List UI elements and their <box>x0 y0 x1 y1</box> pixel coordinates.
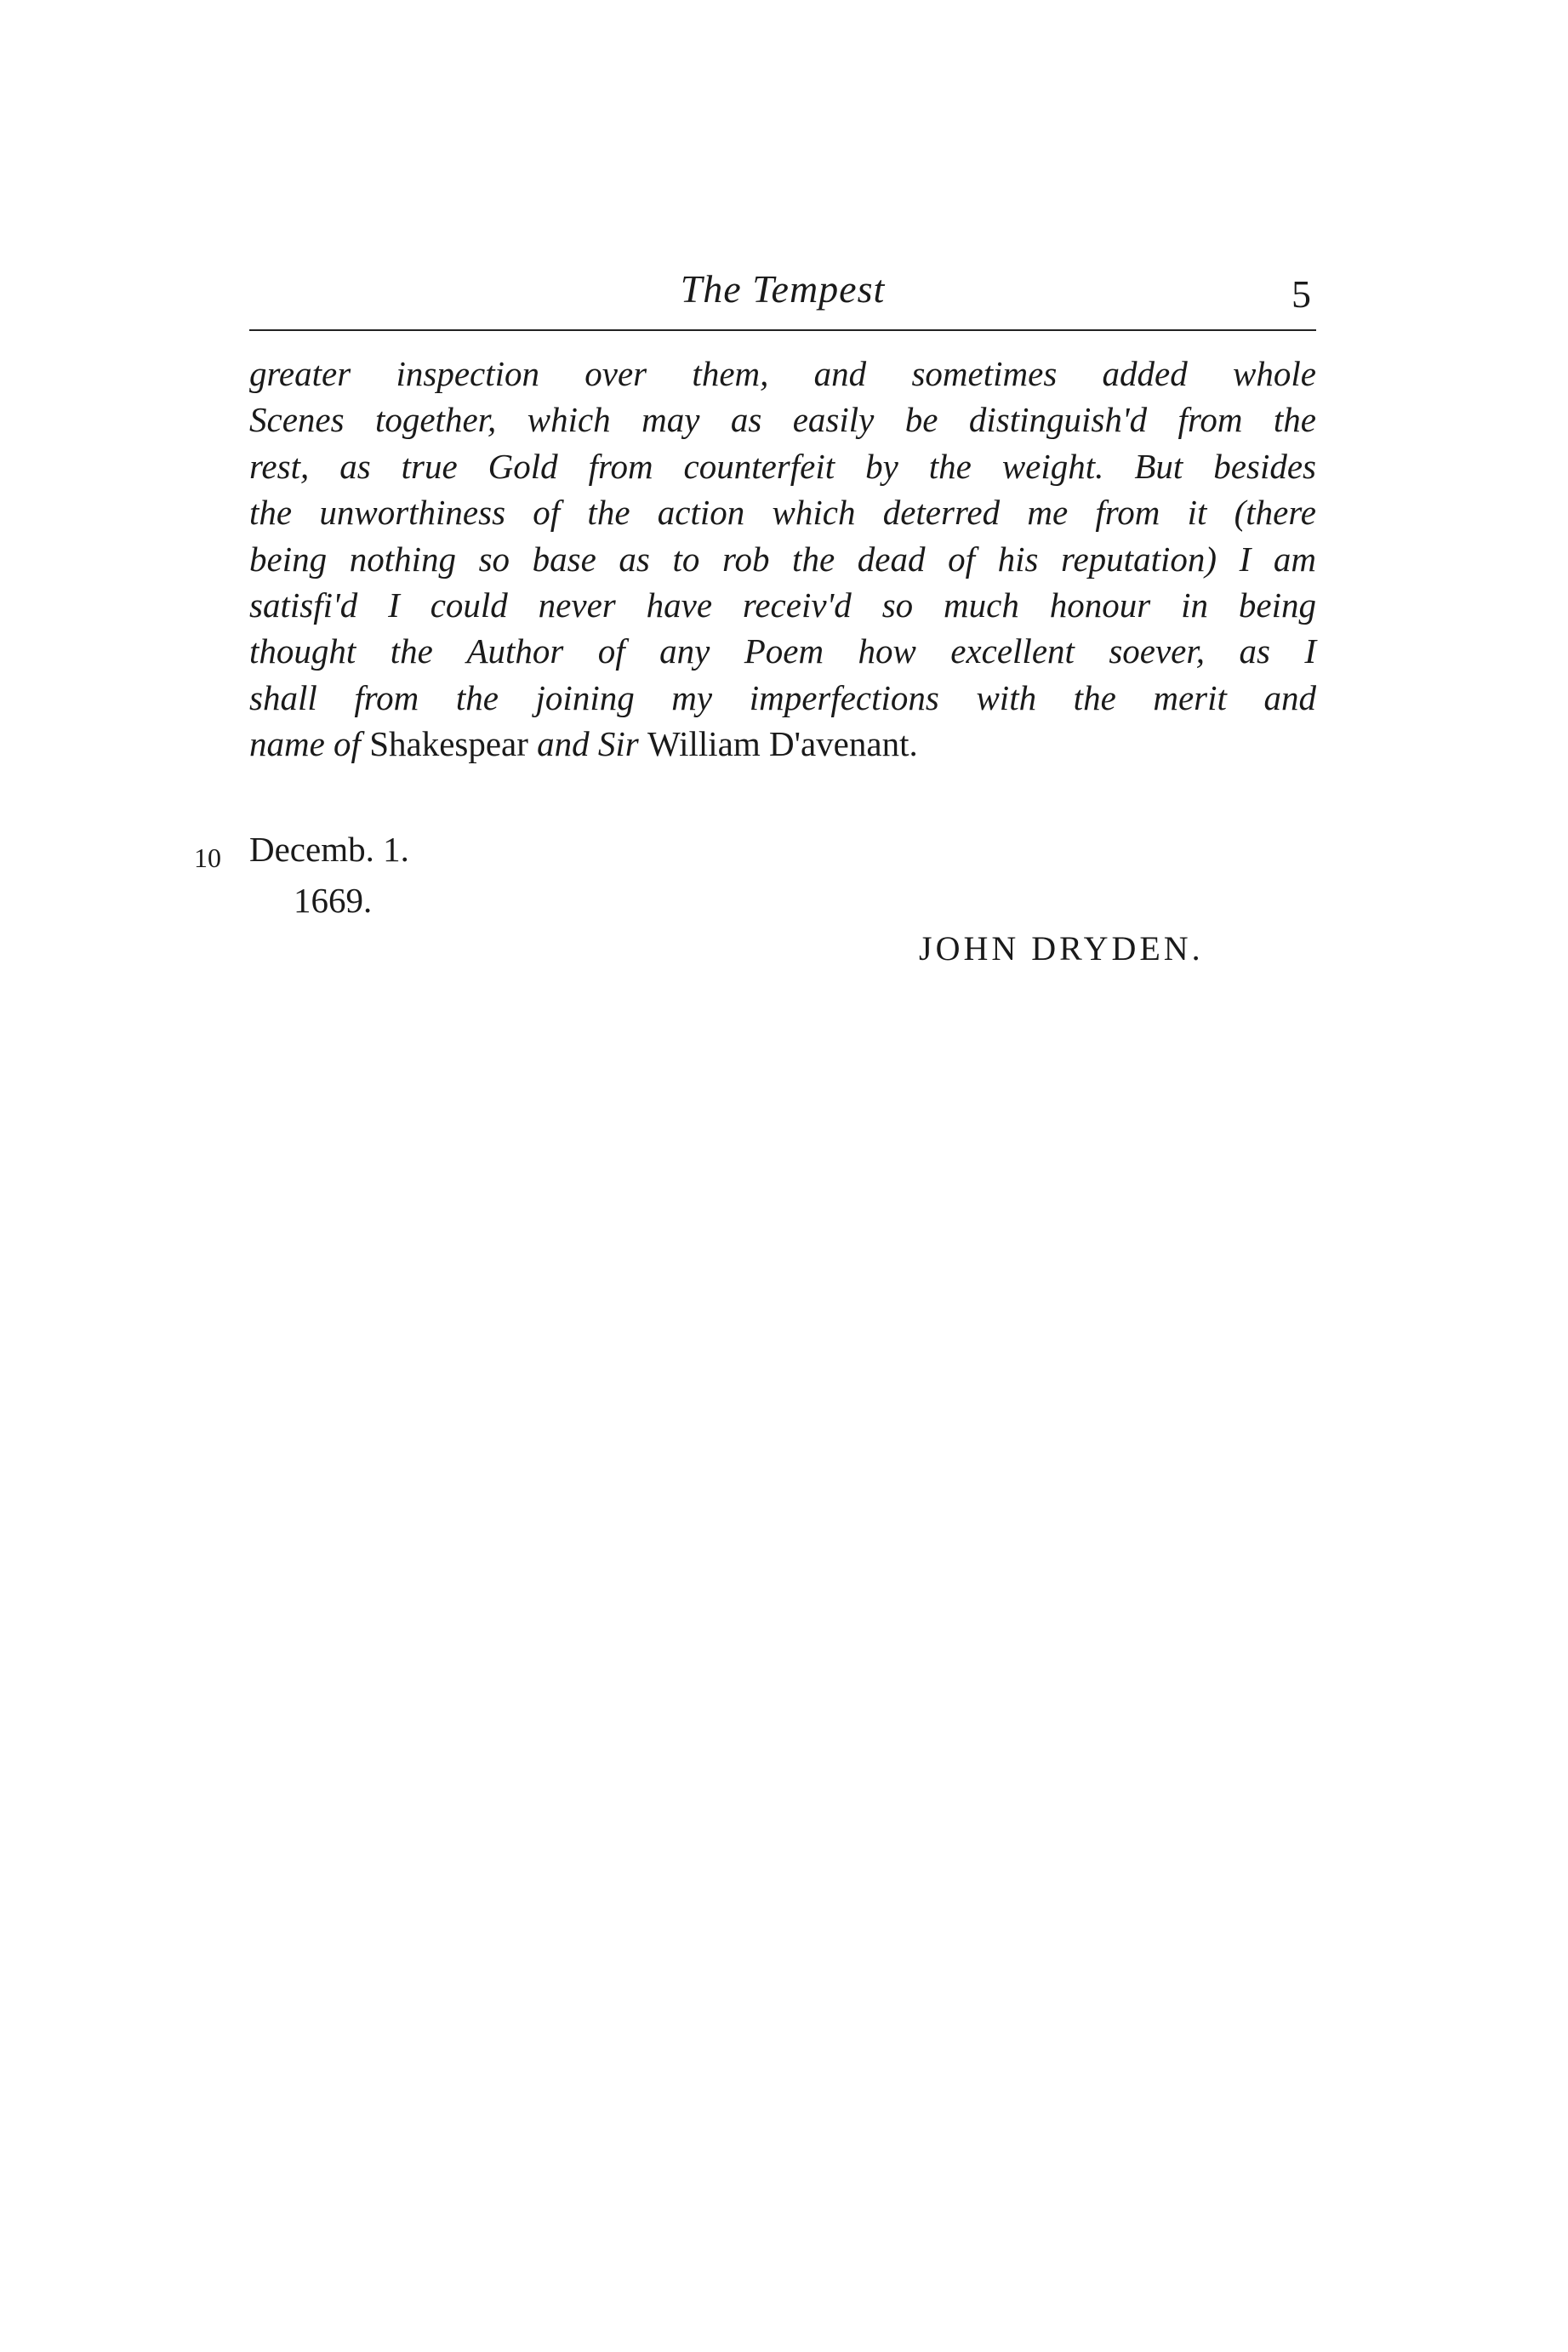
text-roman-davenant: William D'avenant. <box>647 724 918 764</box>
text-line: satisfi'd I could never have receiv'd so much honour in being <box>249 585 1316 625</box>
header-rule <box>249 329 1316 331</box>
running-title: The Tempest <box>680 267 886 311</box>
body-paragraph <box>249 351 1316 768</box>
date-block <box>249 824 409 926</box>
text-italic: name of <box>249 724 370 764</box>
text-italic: and Sir <box>527 724 648 764</box>
text-line: greater inspection over them, and sometimes added whole <box>249 354 1316 393</box>
text-roman-shakespear: Shakespear <box>369 724 528 764</box>
text-line: being nothing so base as to rob the dead of his reputation) I am <box>249 539 1316 579</box>
date-day: Decemb. 1. <box>249 830 409 869</box>
running-head <box>249 255 1316 323</box>
text-line: rest, as true Gold from counterfeit by the weight. But besides <box>249 446 1316 486</box>
text-line: thought the Author of any Poem how excellent soever, as I <box>249 631 1316 671</box>
margin-line-number: 10 <box>194 842 221 873</box>
text-line: shall from the joining my imperfections with the merit and <box>249 677 1316 717</box>
page-number: 5 <box>1291 272 1311 316</box>
text-line-last <box>249 721 1316 767</box>
date-year: 1669. <box>294 881 373 920</box>
text-line: Scenes together, which may as easily be distinguish'd from the <box>249 400 1316 440</box>
text-line: the unworthiness of the action which deterred me from it (there <box>249 493 1316 533</box>
signature: JOHN DRYDEN. <box>919 929 1204 968</box>
